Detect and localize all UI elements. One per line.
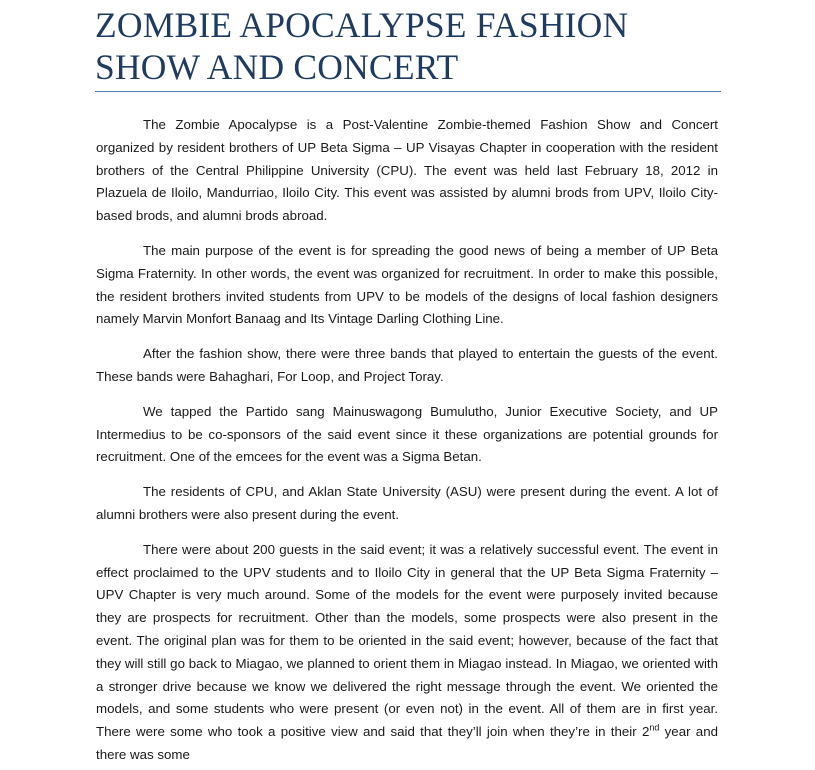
title-underline [95, 91, 721, 92]
paragraph: After the fashion show, there were three bands that played to entertain the guests of the event. These bands were Bahaghari, For Loop, and Project Toray. [96, 346, 718, 384]
paragraph: The residents of CPU, and Aklan State University (ASU) were present during the event. A lot of alumni brothers were also present during the event. [96, 484, 718, 522]
paragraph-text-continued: year and there was some [96, 724, 718, 762]
paragraph-text: There were about 200 guests in the said event; it was a relatively successful event. The event in effect proclaimed to the UPV students and to Iloilo City in general that the UP Beta Sigma Fraternity – UPV Chapter is very much around. Some of the models for the event were purposely invited because they are prospects for recruitment. Other than the models, some prospects were also present in the event. The original plan was for them to be oriented in the said event; however, because of the fact that they will still go back to Miagao, we planned to orient them in Miagao instead. In Miagao, we oriented with a stronger drive because we know we delivered the right message through the event. We oriented the models, and some students who were present (or even not) in the event. All of them are in first year. There were some who took a positive view and said that they’ll join when they’re in their 2 [96, 541, 718, 740]
ordinal-superscript: nd [649, 722, 660, 733]
paragraph: We tapped the Partido sang Mainuswagong Bumulutho, Junior Executive Society, and UP Intermedius to be co-sponsors of the said event since it these organizations are potential grounds for recruitment. One of the emcees for the event was a Sigma Betan. [96, 403, 718, 465]
paragraph: The Zombie Apocalypse is a Post-Valentine Zombie-themed Fashion Show and Concert organized by resident brothers of UP Beta Sigma – UP Visayas Chapter in cooperation with the resident brothers of the Central Philippine University (CPU). The event was held last February 18, 2012 in Plazuela de Iloilo, Mandurriao, Iloilo City. This event was assisted by alumni brods from UPV, Iloilo City-based brods, and alumni brods abroad. [96, 117, 718, 224]
paragraph: The main purpose of the event is for spreading the good news of being a member of UP Beta Sigma Fraternity. In other words, the event was organized for recruitment. In order to make this possible, the resident brothers invited students from UPV to be models of the designs of local fashion designers namely Marvin Monfort Banaag and Its Vintage Darling Clothing Line. [96, 242, 718, 327]
document-title: ZOMBIE APOCALYPSE FASHION SHOW AND CONCERT [95, 5, 629, 87]
paragraph [96, 539, 718, 767]
document-body [96, 114, 718, 770]
